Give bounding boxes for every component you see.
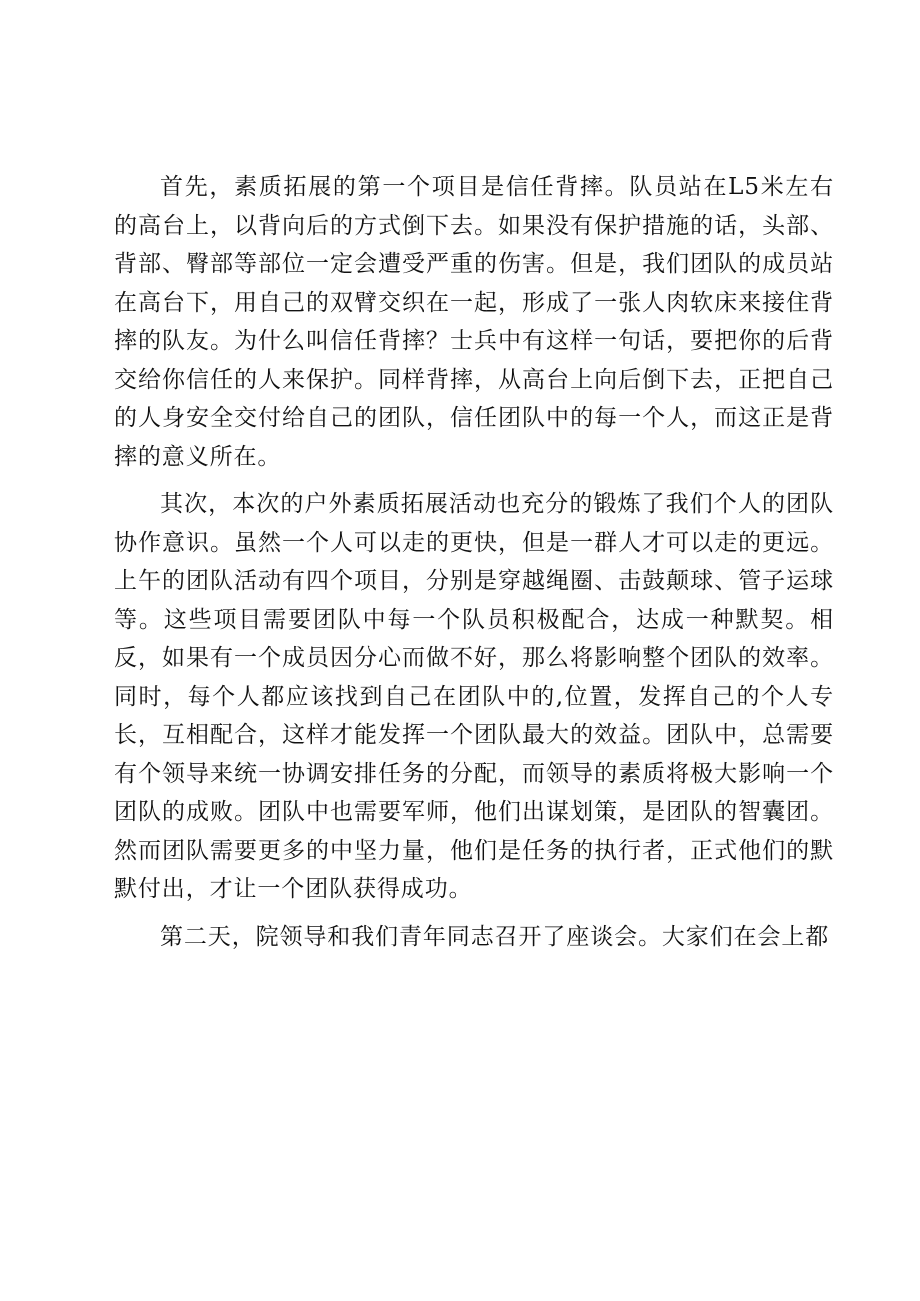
paragraph-second-day: 第二天，院领导和我们青年同志召开了座谈会。大家们在会上都: [160, 923, 830, 950]
paragraph-teamwork: 其次，本次的户外素质拓展活动也充分的锻炼了我们个人的团队协作意识。虽然一个人可以走的更快，但是一群人才可以走的更远。上午的团队活动有四个项目，分别是穿越绳圈、击鼓颠球、管子运球等。这些项目需要团队中每一个队员积极配合，达成一种默契。相反，如果有一个成员因分心而做不好，那么将影响整个团队的效率。同时，每个人都应该找到自己在团队中的,位置，发挥自己的个人专长，互相配合，这样才能发挥一个团队最大的效益。团队中，总需要有个领导来统一协调安排任务的分配，而领导的素质将极大影响一个团队的成败。团队中也需要军师，他们出谋划策，是团队的智囊团。然而团队需要更多的中坚力量，他们是任务的执行者，正式他们的默默付出，才让一个团队获得成功。: [114, 491, 834, 902]
document-body: [114, 168, 834, 956]
paragraph-trust-fall: 首先，素质拓展的第一个项目是信任背摔。队员站在L5米左右的高台上，以背向后的方式倒下去。如果没有保护措施的话，头部、背部、臀部等部位一定会遭受严重的伤害。但是，我们团队的成员站在高台下，用自己的双臂交织在一起，形成了一张人肉软床来接住背摔的队友。为什么叫信任背摔？士兵中有这样一句话，要把你的后背交给你信任的人来保护。同样背摔，从高台上向后倒下去，正把自己的人身安全交付给自己的团队，信任团队中的每一个人，而这正是背摔的意义所在。: [114, 174, 834, 470]
